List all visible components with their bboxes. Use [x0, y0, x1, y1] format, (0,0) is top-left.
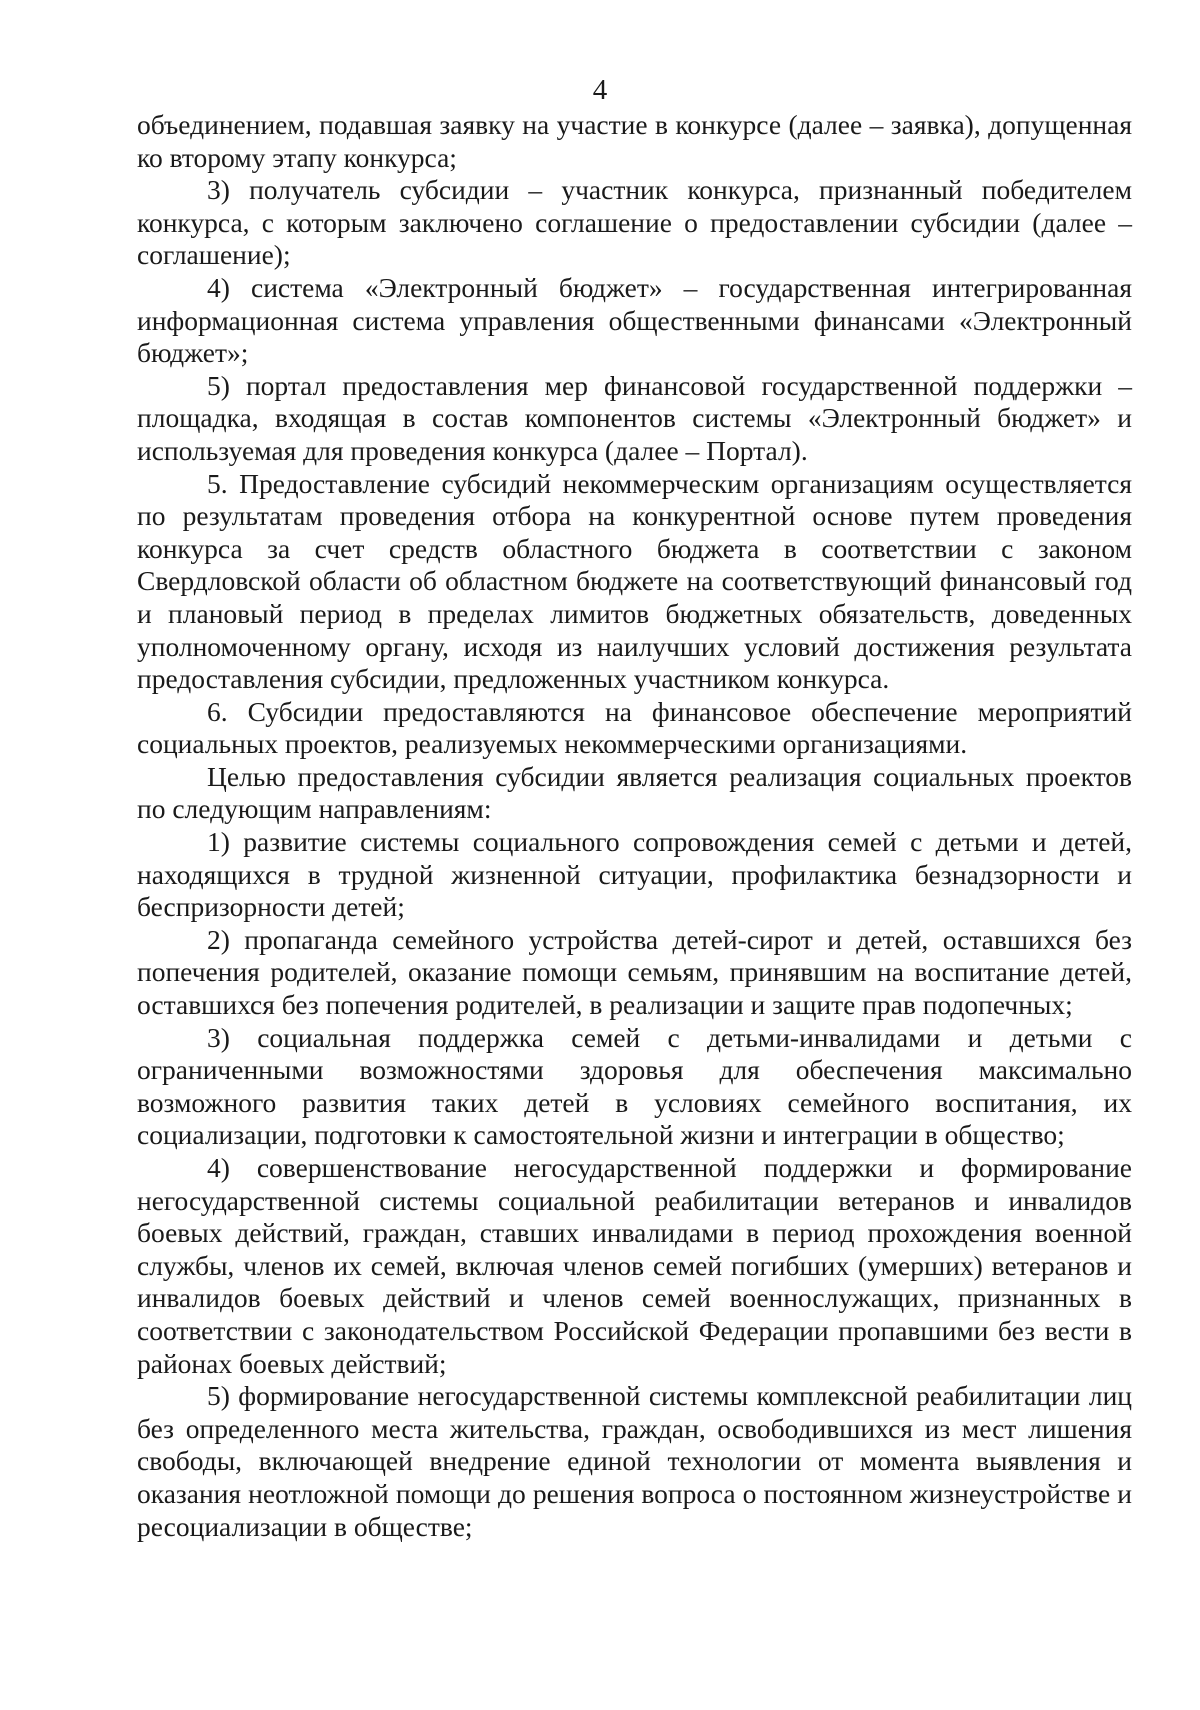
paragraph-direction-1: 1) развитие системы социального сопровождения семей с детьми и детей, находящихся в трудной жизненной ситуации, профилактика безнадзорности и беспризорности детей;: [137, 826, 1132, 923]
paragraph-item-5-portal: 5) портал предоставления мер финансовой государственной поддержки – площадка, входящая в состав компонентов системы «Электронный бюджет» и используемая для проведения конкурса (далее – Портал).: [137, 369, 1132, 466]
paragraph-item-3-recipient: 3) получатель субсидии – участник конкурса, признанный победителем конкурса, с которым заключено соглашение о предоставлении субсидии (далее – соглашение);: [137, 174, 1132, 271]
paragraph-item-4-system: 4) система «Электронный бюджет» – государственная интегрированная информационная система управления общественными финансами «Электронный бюджет»;: [137, 271, 1132, 369]
paragraph-goal: Целью предоставления субсидии является реализация социальных проектов по следующим направлениям:: [137, 760, 1132, 825]
paragraph-clause-6: 6. Субсидии предоставляются на финансовое обеспечение мероприятий социальных проектов, реализуемых некоммерческими организациями.: [137, 695, 1132, 760]
paragraph-direction-3: 3) социальная поддержка семей с детьми-инвалидами и детьми с ограниченными возможностями здоровья для обеспечения максимально возможного развития таких детей в условиях семейного воспитания, их социализации, подготовки к самостоятельной жизни и интеграции в общество;: [137, 1021, 1132, 1151]
paragraph-direction-4: 4) совершенствование негосударственной поддержки и формирование негосударственной системы социальной реабилитации ветеранов и инвалидов боевых действий, граждан, ставших инвалидами в период прохождения военной службы, членов их семей, включая членов семей погибших (умерших) ветеранов и инвалидов боевых действий и членов семей военнослужащих, признанных в соответствии с законодательством Российской Федерации пропавшими без вести в районах боевых действий;: [137, 1152, 1132, 1379]
page-number: 4: [592, 74, 608, 106]
document-body: [137, 109, 1132, 1543]
paragraph-direction-5: 5) формирование негосударственной системы комплексной реабилитации лиц без определенного места жительства, граждан, освободившихся из мест лишения свободы, включающей внедрение единой технологии от момента выявления и оказания неотложной помощи до решения вопроса о постоянном жизнеустройстве и ресоциализации в обществе;: [137, 1380, 1132, 1542]
paragraph-continuation: объединением, подавшая заявку на участие в конкурсе (далее – заявка), допущенная ко второму этапу конкурса;: [137, 109, 1132, 173]
paragraph-direction-2: 2) пропаганда семейного устройства детей-сирот и детей, оставшихся без попечения родителей, оказание помощи семьям, принявшим на воспитание детей, оставшихся без попечения родителей, в реализации и защите прав подопечных;: [137, 923, 1132, 1021]
paragraph-clause-5: 5. Предоставление субсидий некоммерческим организациям осуществляется по результатам проведения отбора на конкурентной основе путем проведения конкурса за счет средств областного бюджета в соответствии с законом Свердловской области об областном бюджете на соответствующий финансовый год и плановый период в пределах лимитов бюджетных обязательств, доведенных уполномоченному органу, исходя из наилучших условий достижения результата предоставления субсидии, предложенных участником конкурса.: [137, 467, 1132, 695]
